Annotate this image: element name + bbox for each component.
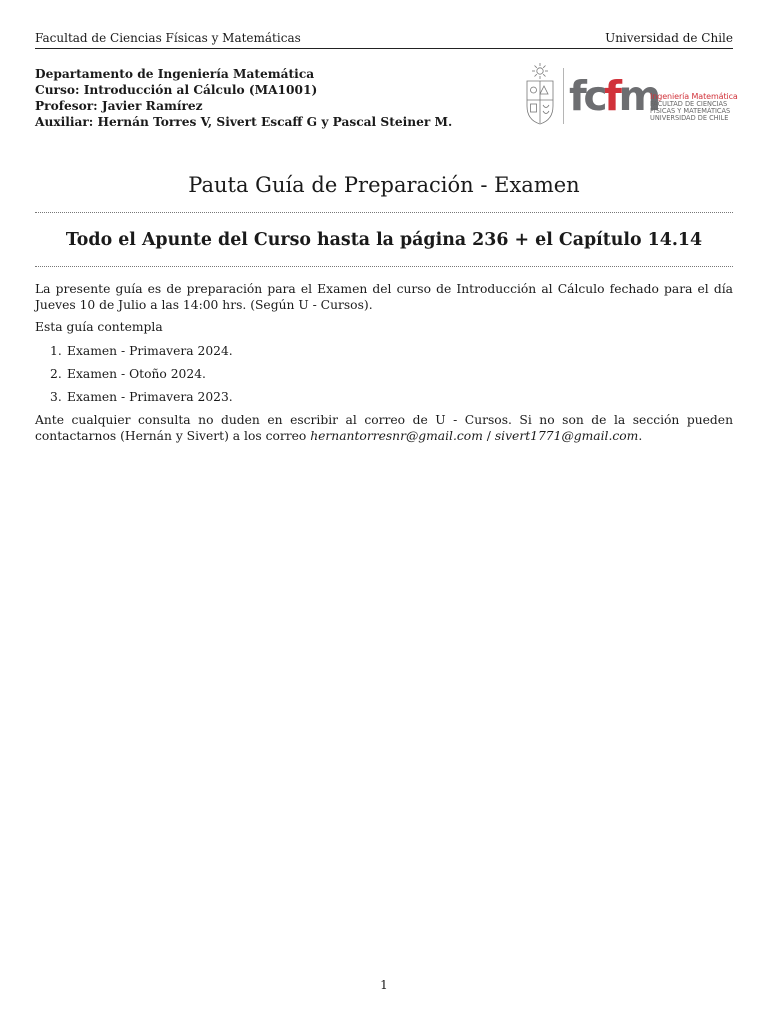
professor-line: Profesor: Javier Ramírez: [35, 99, 203, 113]
list-item-text: Examen - Otoño 2024.: [67, 367, 206, 381]
page-number: 1: [380, 978, 388, 992]
list-item-number: 3.: [50, 390, 62, 404]
list-item: [50, 389, 233, 405]
contact-paragraph: [35, 412, 733, 444]
intro-paragraph: La presente guía es de preparación para el Examen del curso de Introducción al Cálculo fechado para el día Jueves 10 de Julio a las 14:00 hrs. (Según U - Cursos).: [35, 282, 733, 312]
title-rule: [35, 212, 733, 213]
logo-caption-university: UNIVERSIDAD DE CHILE: [650, 114, 729, 122]
course-info: [35, 66, 452, 130]
fcfm-logo: [523, 62, 738, 128]
contact-text: Ante cualquier consulta no duden en escribir al correo de U - Cursos. Si no son de la sección pueden contactarnos (Hernán y Sivert) a los correo: [35, 413, 733, 443]
document-title: Pauta Guía de Preparación - Examen: [188, 173, 580, 197]
header-faculty: Facultad de Ciencias Físicas y Matemáticas: [35, 31, 301, 45]
list-item-number: 1.: [50, 344, 62, 358]
header-rule: [35, 48, 733, 49]
list-item: [50, 366, 206, 382]
logo-caption-sciences: FÍSICAS Y MATEMÁTICAS: [650, 107, 731, 115]
list-item: [50, 343, 233, 359]
email-sivert-link[interactable]: sivert1771@gmail.com: [494, 429, 639, 443]
header-university: Universidad de Chile: [605, 31, 733, 45]
list-item-text: Examen - Primavera 2024.: [67, 344, 233, 358]
svg-text:fcfm: fcfm: [569, 72, 658, 120]
university-crest-icon: [523, 62, 557, 126]
logo-caption-program: Ingeniería Matemática: [650, 92, 738, 101]
email-separator: /: [486, 429, 491, 443]
subtitle-rule: [35, 266, 733, 267]
list-item-number: 2.: [50, 367, 62, 381]
contact-end: .: [638, 429, 643, 443]
email-hernan-link[interactable]: hernantorresnr@gmail.com: [310, 429, 483, 443]
department-line: Departamento de Ingeniería Matemática: [35, 67, 315, 81]
course-line: Curso: Introducción al Cálculo (MA1001): [35, 83, 318, 97]
running-header: [35, 30, 733, 46]
document-subtitle: Todo el Apunte del Curso hasta la página 236 + el Capítulo 14.14: [65, 230, 703, 250]
contents-label: Esta guía contempla: [35, 320, 163, 334]
logo-caption-faculty: FACULTAD DE CIENCIAS: [650, 100, 728, 108]
logo-divider: [563, 68, 564, 124]
logo-caption: [650, 92, 738, 122]
document-page: [35, 0, 738, 1024]
list-item-text: Examen - Primavera 2023.: [67, 390, 233, 404]
assistants-line: Auxiliar: Hernán Torres V, Sivert Escaff G y Pascal Steiner M.: [35, 115, 453, 129]
